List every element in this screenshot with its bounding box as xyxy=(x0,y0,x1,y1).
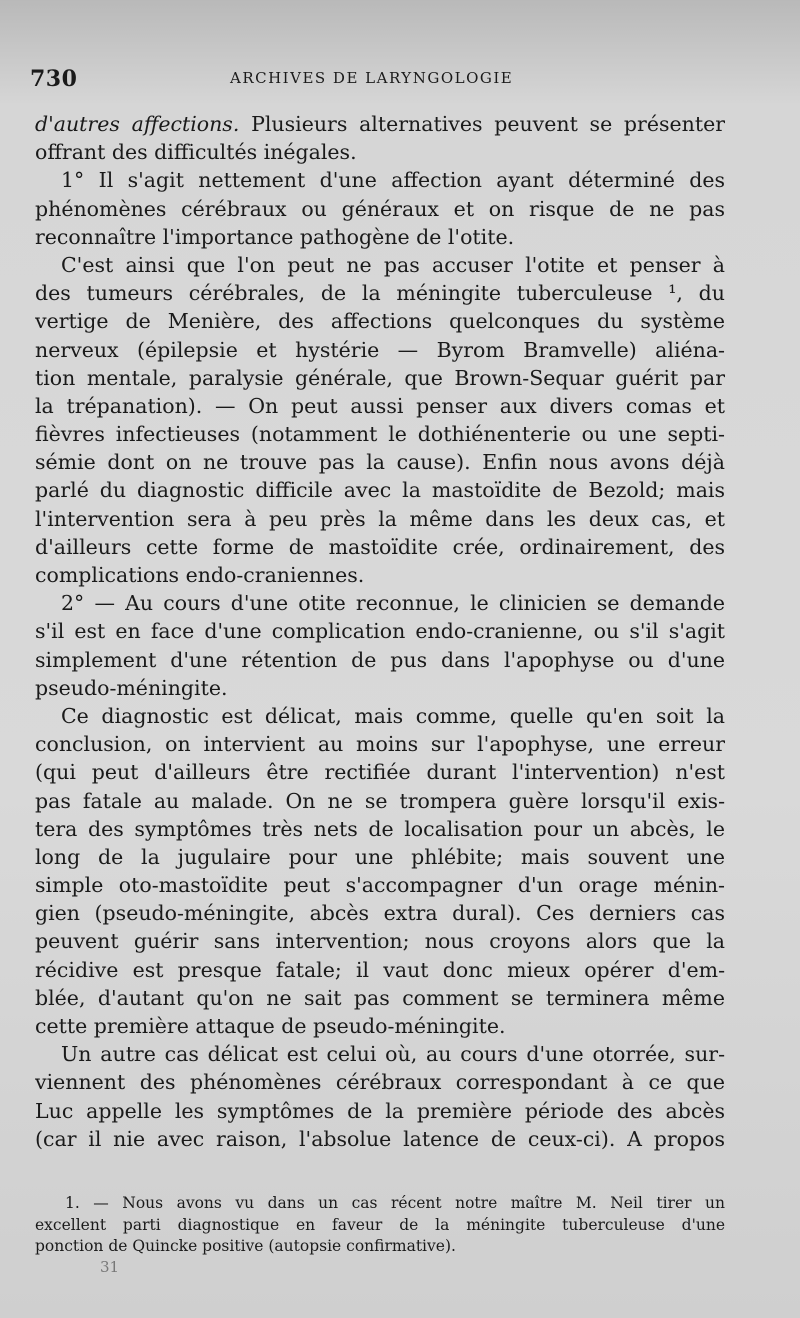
text-line: tera des symptômes très nets de localisation pour un abcès, le xyxy=(35,816,725,841)
text-line: pas fatale au malade. On ne se trompera guère lorsqu'il exis- xyxy=(35,788,725,813)
text-line: conclusion, on intervient au moins sur l'apophyse, une erreur xyxy=(35,732,725,757)
text-line: l'intervention sera à peu près la même dans les deux cas, et xyxy=(35,506,725,531)
body-text xyxy=(35,110,725,1153)
text-line: sémie dont on ne trouve pas la cause). Enfin nous avons déjà xyxy=(35,450,725,475)
text-line: pseudo-méningite. xyxy=(35,675,228,700)
text-line: C'est ainsi que l'on peut ne pas accuser l'otite et penser à xyxy=(61,252,725,277)
page-number: 730 xyxy=(30,66,78,92)
text-line: Luc appelle les symptômes de la première période des abcès xyxy=(35,1098,725,1123)
text-line: des tumeurs cérébrales, de la méningite tuberculeuse ¹, du xyxy=(35,281,725,306)
text-line: peuvent guérir sans intervention; nous croyons alors que la xyxy=(35,929,725,954)
footnote-line: 1. — Nous avons vu dans un cas récent notre maître M. Neil tirer un xyxy=(65,1194,725,1212)
text-line: complications endo-craniennes. xyxy=(35,563,365,587)
footnote-line: excellent parti diagnostique en faveur de la méningite tuberculeuse d'une xyxy=(35,1215,725,1234)
text-line: (qui peut d'ailleurs être rectifiée durant l'intervention) n'est xyxy=(35,760,725,785)
text-line: simplement d'une rétention de pus dans l'apophyse ou d'une xyxy=(35,647,725,672)
page-header xyxy=(30,66,760,96)
text-line: viennent des phénomènes cérébraux correspondant à ce que xyxy=(35,1070,725,1095)
text-line: 1° Il s'agit nettement d'une affection ayant déterminé des xyxy=(61,168,725,193)
text-line: 2° — Au cours d'une otite reconnue, le clinicien se demande xyxy=(61,591,725,616)
text-line: nerveux (épilepsie et hystérie — Byrom Bramvelle) aliéna- xyxy=(35,337,725,362)
text-line: long de la jugulaire pour une phlébite; mais souvent une xyxy=(35,844,725,869)
printer-signature: 31 xyxy=(100,1258,120,1276)
text-line: phénomènes cérébraux ou généraux et on risque de ne pas xyxy=(35,196,725,221)
text-line: d'autres affections. Plusieurs alternatives peuvent se présenter xyxy=(35,112,725,136)
text-line: Ce diagnostic est délicat, mais comme, quelle qu'en soit la xyxy=(61,703,725,728)
text-line: blée, d'autant qu'on ne sait pas comment se terminera même xyxy=(35,985,725,1010)
text-line: (car il nie avec raison, l'absolue latence de ceux-ci). A propos xyxy=(35,1126,725,1151)
text-line: récidive est presque fatale; il vaut donc mieux opérer d'em- xyxy=(35,957,725,982)
text-line: vertige de Menière, des affections quelconques du système xyxy=(35,309,725,334)
text-line: simple oto-mastoïdite peut s'accompagner d'un orage ménin- xyxy=(35,873,725,898)
running-title: ARCHIVES DE LARYNGOLOGIE xyxy=(230,69,514,87)
text-line: gien (pseudo-méningite, abcès extra dural). Ces derniers cas xyxy=(35,901,725,926)
text-line: cette première attaque de pseudo-méningite. xyxy=(35,1014,506,1038)
text-line: s'il est en face d'une complication endo-cranienne, ou s'il s'agit xyxy=(35,619,725,644)
text-line: Un autre cas délicat est celui où, au cours d'une otorrée, sur- xyxy=(61,1042,725,1067)
footnote-line: ponction de Quincke positive (autopsie confirmative). xyxy=(35,1237,456,1255)
italic-phrase: d'autres affections. xyxy=(35,112,240,136)
text-line: offrant des difficultés inégales. xyxy=(35,140,357,165)
text-line: d'ailleurs cette forme de mastoïdite crée, ordinairement, des xyxy=(35,534,725,559)
text-line: parlé du diagnostic difficile avec la mastoïdite de Bezold; mais xyxy=(35,478,725,503)
text-line: fièvres infectieuses (notamment le dothiénenterie ou une septi- xyxy=(35,422,725,447)
text-line: reconnaître l'importance pathogène de l'otite. xyxy=(35,224,515,249)
footnotes xyxy=(35,1193,725,1258)
text-line: la trépanation). — On peut aussi penser aux divers comas et xyxy=(35,393,725,418)
text-line: tion mentale, paralysie générale, que Brown-Sequar guérit par xyxy=(35,365,725,390)
